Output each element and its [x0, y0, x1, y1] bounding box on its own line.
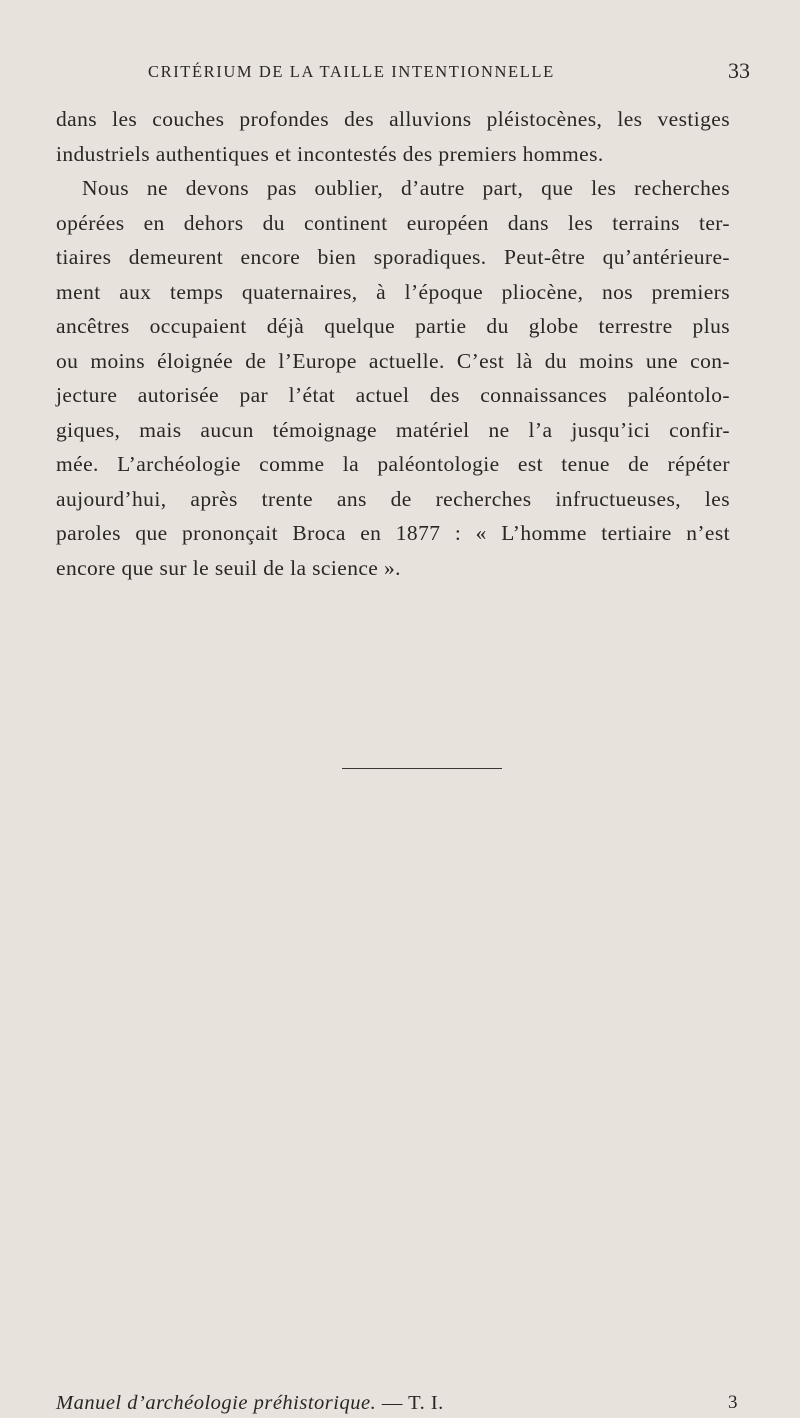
text-line: dans les couches profondes des alluvions pléistocènes, les vestiges	[56, 107, 730, 131]
text-line: encore que sur le seuil de la science ».	[56, 555, 401, 580]
footer-volume: — T. I.	[381, 1392, 444, 1414]
text-line: industriels authentiques et incontestés des premiers hommes.	[56, 141, 604, 166]
text-line: ment aux temps quaternaires, à l’époque pliocène, nos premiers	[56, 279, 730, 304]
body-text	[56, 102, 730, 585]
text-line: ancêtres occupaient déjà quelque partie du globe terrestre plus	[56, 314, 730, 338]
text-line: jecture autorisée par l’état actuel des connaissances paléontolo-	[56, 383, 730, 407]
text-line: ou moins éloignée de l’Europe actuelle. C’est là du moins une con-	[56, 348, 730, 373]
page-footer	[56, 1392, 736, 1418]
text-line: opérées en dehors du continent européen dans les terrains ter-	[56, 210, 730, 235]
text-line: tiaires demeurent encore bien sporadiques. Peut-être qu’antérieure-	[56, 245, 730, 269]
text-line: giques, mais aucun témoignage matériel ne l’a jusqu’ici confir-	[56, 417, 730, 442]
text-line: Nous ne devons pas oublier, d’autre part, que les recherches	[82, 176, 730, 200]
running-head	[0, 58, 800, 86]
text-line: mée. L’archéologie comme la paléontologie est tenue de répéter	[56, 452, 730, 476]
page-number: 33	[728, 58, 750, 83]
footer-book-title	[56, 1392, 444, 1415]
running-title: CRITÉRIUM DE LA TAILLE INTENTIONNELLE	[148, 62, 555, 81]
text-line: paroles que prononçait Broca en 1877 : « L’homme tertiaire n’est	[56, 521, 730, 545]
footer-book-name: Manuel d’archéologie préhistorique.	[56, 1392, 377, 1414]
signature-mark: 3	[728, 1392, 738, 1413]
text-line: aujourd’hui, après trente ans de recherches infructueuses, les	[56, 486, 730, 511]
section-divider	[342, 768, 502, 769]
